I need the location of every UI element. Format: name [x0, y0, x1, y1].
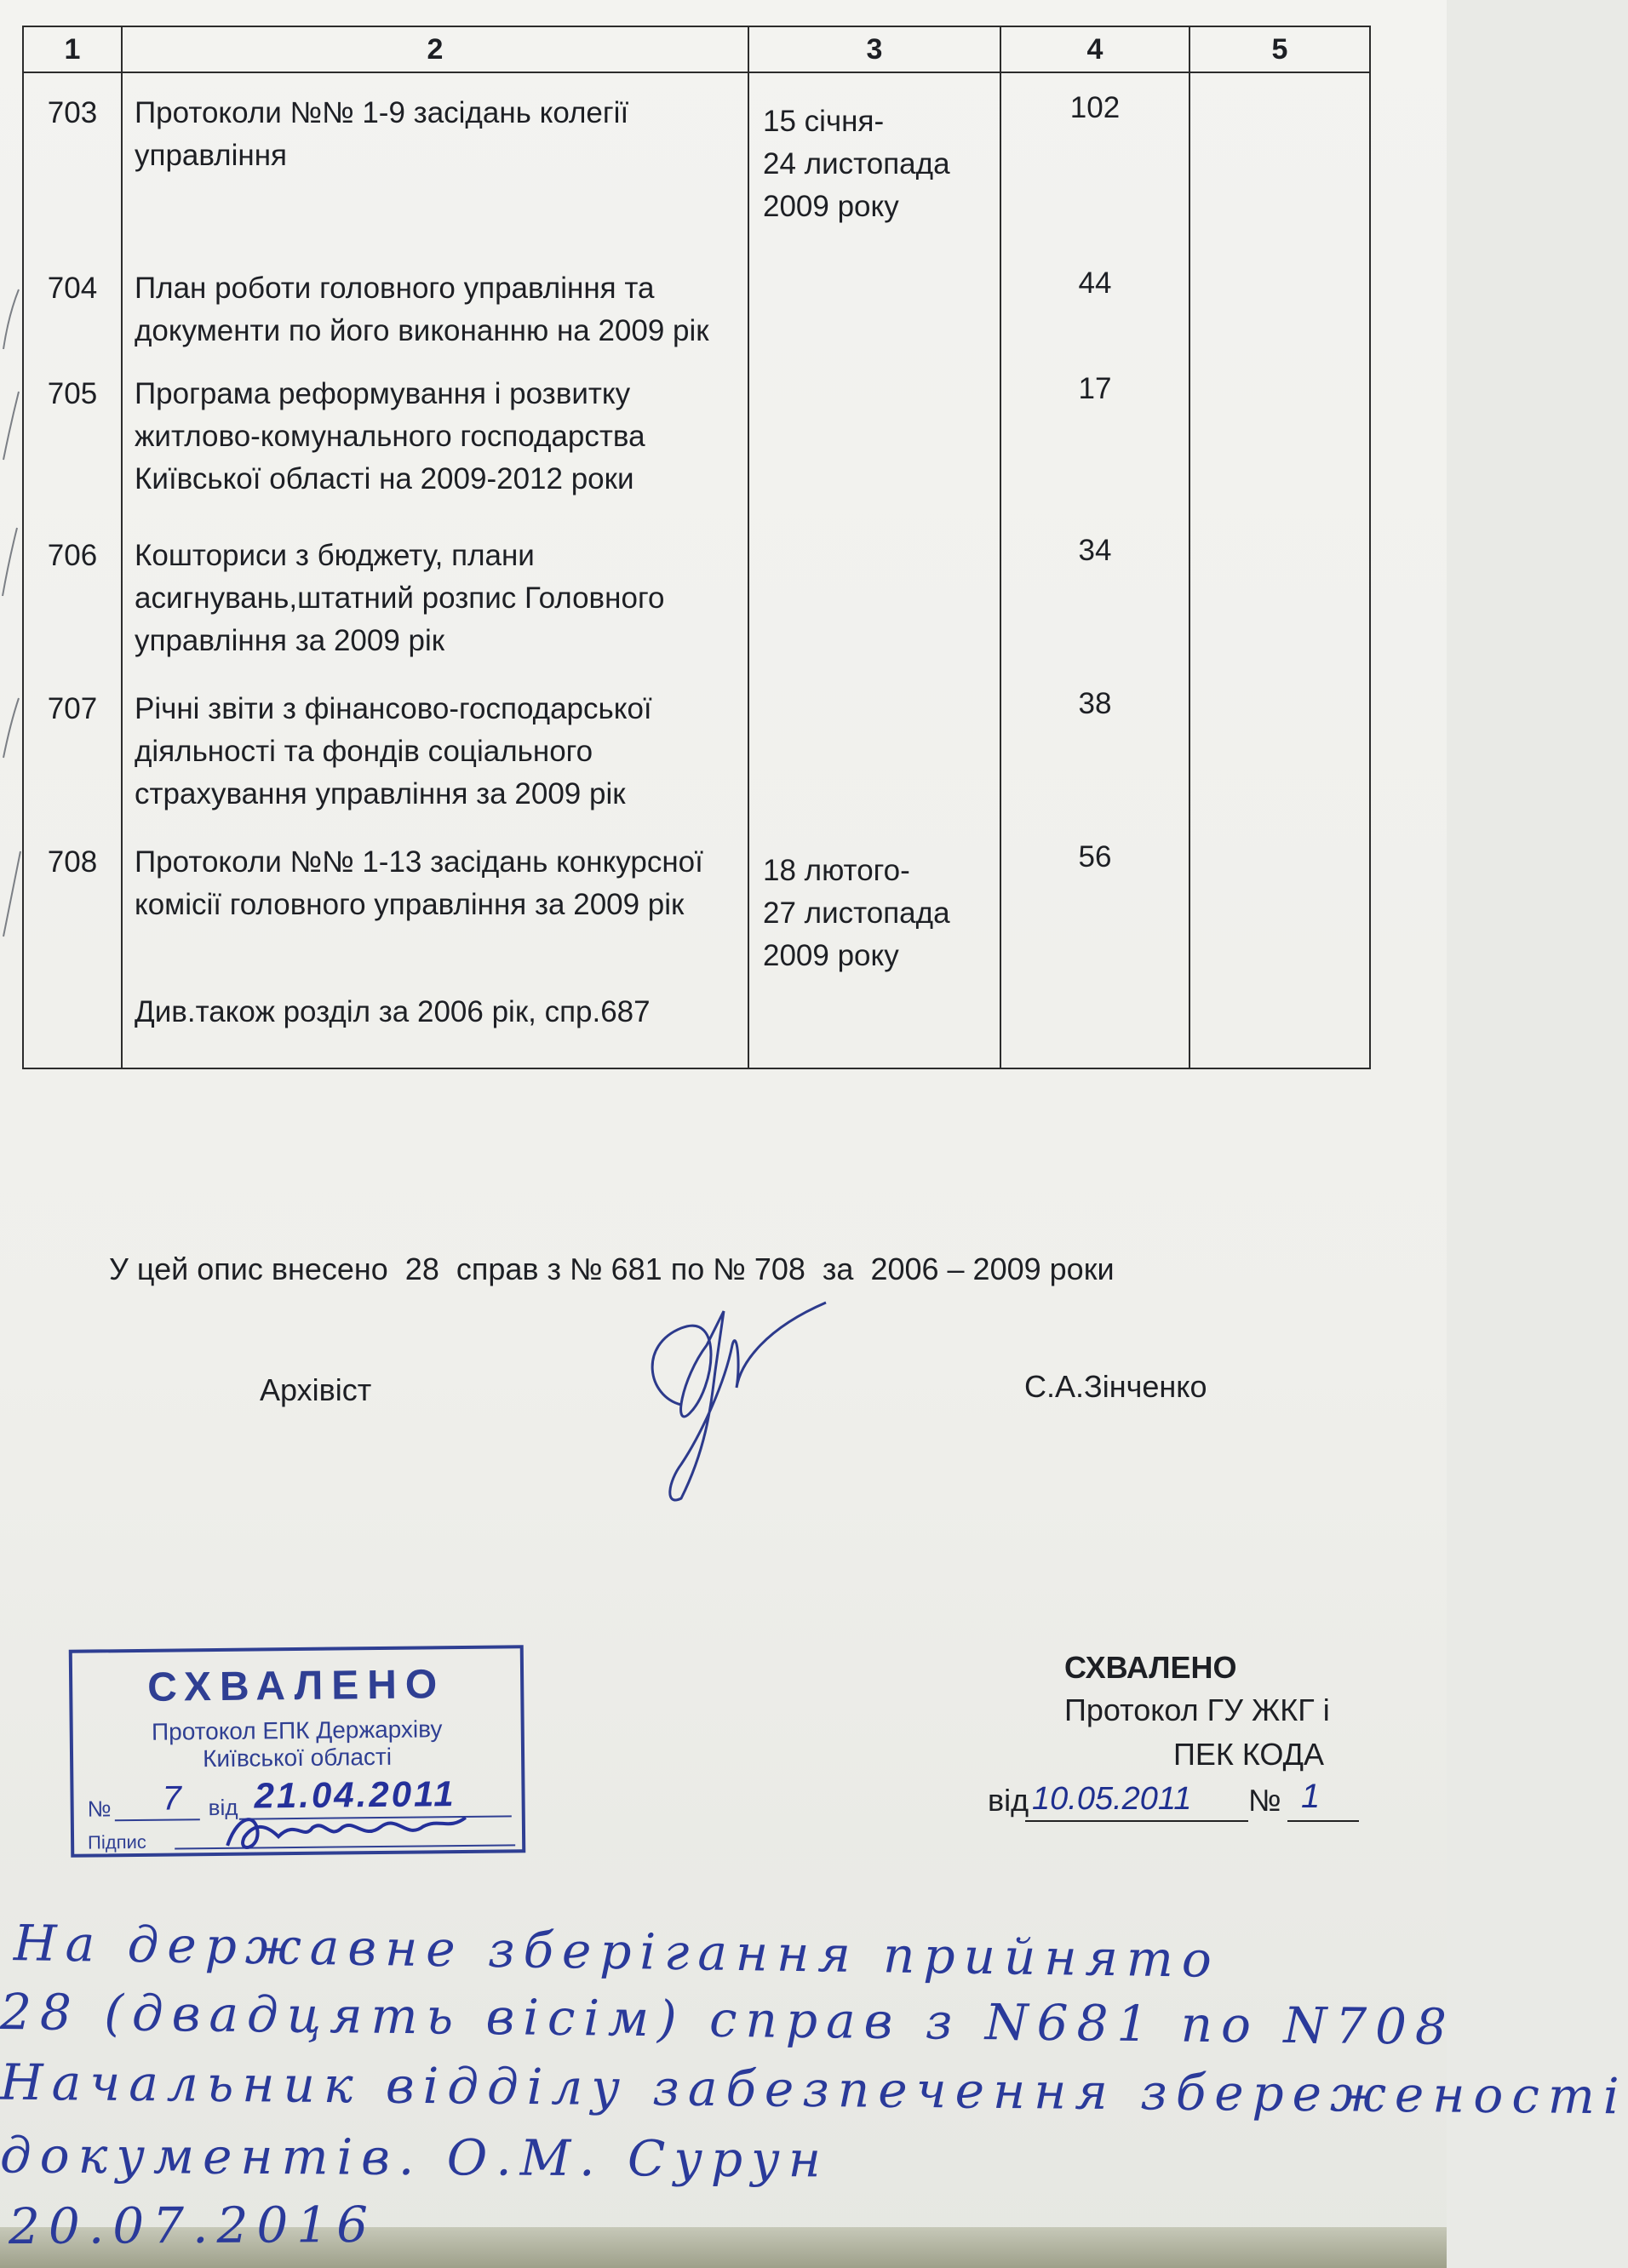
case-number-cell — [23, 368, 122, 530]
case-number: 703 — [47, 96, 98, 129]
case-sheets-cell — [1000, 836, 1189, 1068]
case-dates-cell — [748, 368, 1000, 530]
case-title-line: комісії головного управління за 2009 рік — [135, 888, 685, 921]
column-header: 1 — [23, 26, 122, 72]
case-title-line: діяльності та фондів соціального — [135, 735, 593, 768]
case-title-line: житлово-комунального господарства — [135, 420, 645, 453]
case-dates-cell — [748, 72, 1000, 262]
table-header-row — [23, 26, 1370, 72]
case-title-line: План роботи головного управління та — [135, 272, 655, 305]
table-row — [23, 530, 1370, 683]
case-title-line: асигнувань,штатний розпис Головного — [135, 581, 665, 615]
case-date-line: 2009 року — [763, 190, 899, 223]
case-sheet-count: 34 — [1078, 534, 1112, 567]
case-sheets-cell — [1000, 262, 1189, 368]
approval-date-label: від — [988, 1783, 1029, 1818]
case-title-line: Київської області на 2009-2012 роки — [135, 462, 634, 495]
handwritten-line: На державне зберігання прийнято — [13, 1914, 1221, 1989]
case-title-line: Протоколи №№ 1-13 засідань конкурсної — [135, 845, 703, 879]
table-row — [23, 262, 1370, 368]
table-row — [23, 72, 1370, 262]
stamp-signature-label: Підпис — [87, 1830, 146, 1853]
case-sheet-count: 38 — [1078, 687, 1112, 720]
case-number: 705 — [47, 377, 98, 410]
column-header: 2 — [122, 26, 748, 72]
table-row — [23, 836, 1370, 1068]
case-sheet-count: 44 — [1078, 266, 1112, 300]
case-notes-cell — [1189, 262, 1370, 368]
case-sheet-count: 102 — [1069, 91, 1121, 124]
case-sheets-cell — [1000, 72, 1189, 262]
stamp-protocol-line: Протокол ЕПК Держархіву — [151, 1715, 443, 1745]
case-title-cell — [122, 368, 748, 530]
case-dates-cell — [748, 530, 1000, 683]
case-dates-cell — [748, 836, 1000, 1068]
case-title-line: страхування управління за 2009 рік — [135, 777, 626, 810]
case-title-cell — [122, 262, 748, 368]
inventory-table — [22, 26, 1371, 1069]
approval-number-value: 1 — [1301, 1778, 1321, 1815]
case-title-line: Протоколи №№ 1-9 засідань колегії — [135, 96, 629, 129]
case-title-line: документи по його виконанню на 2009 рік — [135, 314, 709, 347]
signer-name: С.А.Зінченко — [1024, 1369, 1207, 1404]
approval-number-underline — [1287, 1820, 1359, 1822]
handwritten-line: Начальник відділу забезпечення збереженості — [0, 2053, 1628, 2126]
case-title-line: Програма реформування і розвитку — [135, 377, 631, 410]
case-number: 708 — [47, 845, 98, 879]
approval-date-value: 10.05.2011 — [1032, 1781, 1192, 1817]
approval-number-label: № — [1248, 1783, 1281, 1818]
case-notes-cell — [1189, 530, 1370, 683]
case-sheet-count: 17 — [1078, 372, 1112, 405]
case-notes-cell — [1189, 368, 1370, 530]
case-number: 704 — [47, 272, 98, 305]
case-number: 707 — [47, 692, 98, 725]
case-notes-cell — [1189, 72, 1370, 262]
case-notes-cell — [1189, 683, 1370, 836]
stamp-date-label: від — [208, 1794, 238, 1821]
stamp-title: СХВАЛЕНО — [146, 1662, 446, 1710]
case-title-line: управління за 2009 рік — [135, 624, 445, 657]
case-cross-reference: Див.також розділ за 2006 рік, спр.687 — [135, 995, 651, 1028]
case-number-cell — [23, 530, 122, 683]
case-title-cell — [122, 530, 748, 683]
handwritten-line: документів. О.М. Сурун — [0, 2126, 830, 2189]
approval-title: СХВАЛЕНО — [1064, 1650, 1237, 1685]
case-title-cell — [122, 683, 748, 836]
case-sheets-cell — [1000, 530, 1189, 683]
table-row — [23, 368, 1370, 530]
table-row — [23, 683, 1370, 836]
case-date-line: 15 січня- — [763, 105, 885, 138]
case-dates-cell — [748, 683, 1000, 836]
case-title-cell — [122, 72, 748, 262]
case-title-line: Річні звіти з фінансово-господарської — [135, 692, 652, 725]
case-dates-cell — [748, 262, 1000, 368]
case-date-line: 2009 року — [763, 939, 899, 972]
case-title-cell — [122, 836, 748, 1068]
case-date-line: 18 лютого- — [763, 854, 910, 887]
handwritten-line: 20.07.2016 — [8, 2195, 377, 2256]
archivist-signature — [630, 1294, 826, 1515]
approval-org-line: ПЕК КОДА — [1173, 1737, 1325, 1772]
case-date-line: 27 листопада — [763, 896, 950, 930]
case-number: 706 — [47, 539, 98, 572]
approval-protocol-line: Протокол ГУ ЖКГ і — [1064, 1692, 1330, 1727]
signer-role: Архівіст — [260, 1372, 372, 1407]
case-number-cell — [23, 836, 122, 1068]
stamp-date-value: 21.04.2011 — [254, 1773, 456, 1816]
case-date-line: 24 листопада — [763, 147, 950, 180]
inventory-summary: У цей опис внесено 28 справ з № 681 по № 708 за 2006 – 2009 роки — [109, 1251, 1115, 1286]
case-notes-cell — [1189, 836, 1370, 1068]
column-header: 5 — [1189, 26, 1370, 72]
stamp-region-line: Київської області — [202, 1743, 393, 1773]
case-sheets-cell — [1000, 683, 1189, 836]
case-sheets-cell — [1000, 368, 1189, 530]
stamp-signature — [219, 1801, 475, 1863]
case-number-cell — [23, 262, 122, 368]
case-title-line: Кошториси з бюджету, плани — [135, 539, 535, 572]
case-sheet-count: 56 — [1078, 840, 1112, 873]
stamp-number-value: 7 — [162, 1779, 182, 1818]
case-title-line: управління — [135, 139, 287, 172]
approval-stamp — [69, 1645, 526, 1858]
approval-date-underline — [1025, 1820, 1248, 1822]
stamp-number-underline — [115, 1818, 200, 1821]
handwritten-line: 28 (двадцять вісім) справ з N681 по N708 — [0, 1983, 1456, 2056]
case-number-cell — [23, 72, 122, 262]
stamp-number-label: № — [87, 1796, 112, 1822]
case-number-cell — [23, 683, 122, 836]
column-header: 3 — [748, 26, 1000, 72]
column-header: 4 — [1000, 26, 1189, 72]
